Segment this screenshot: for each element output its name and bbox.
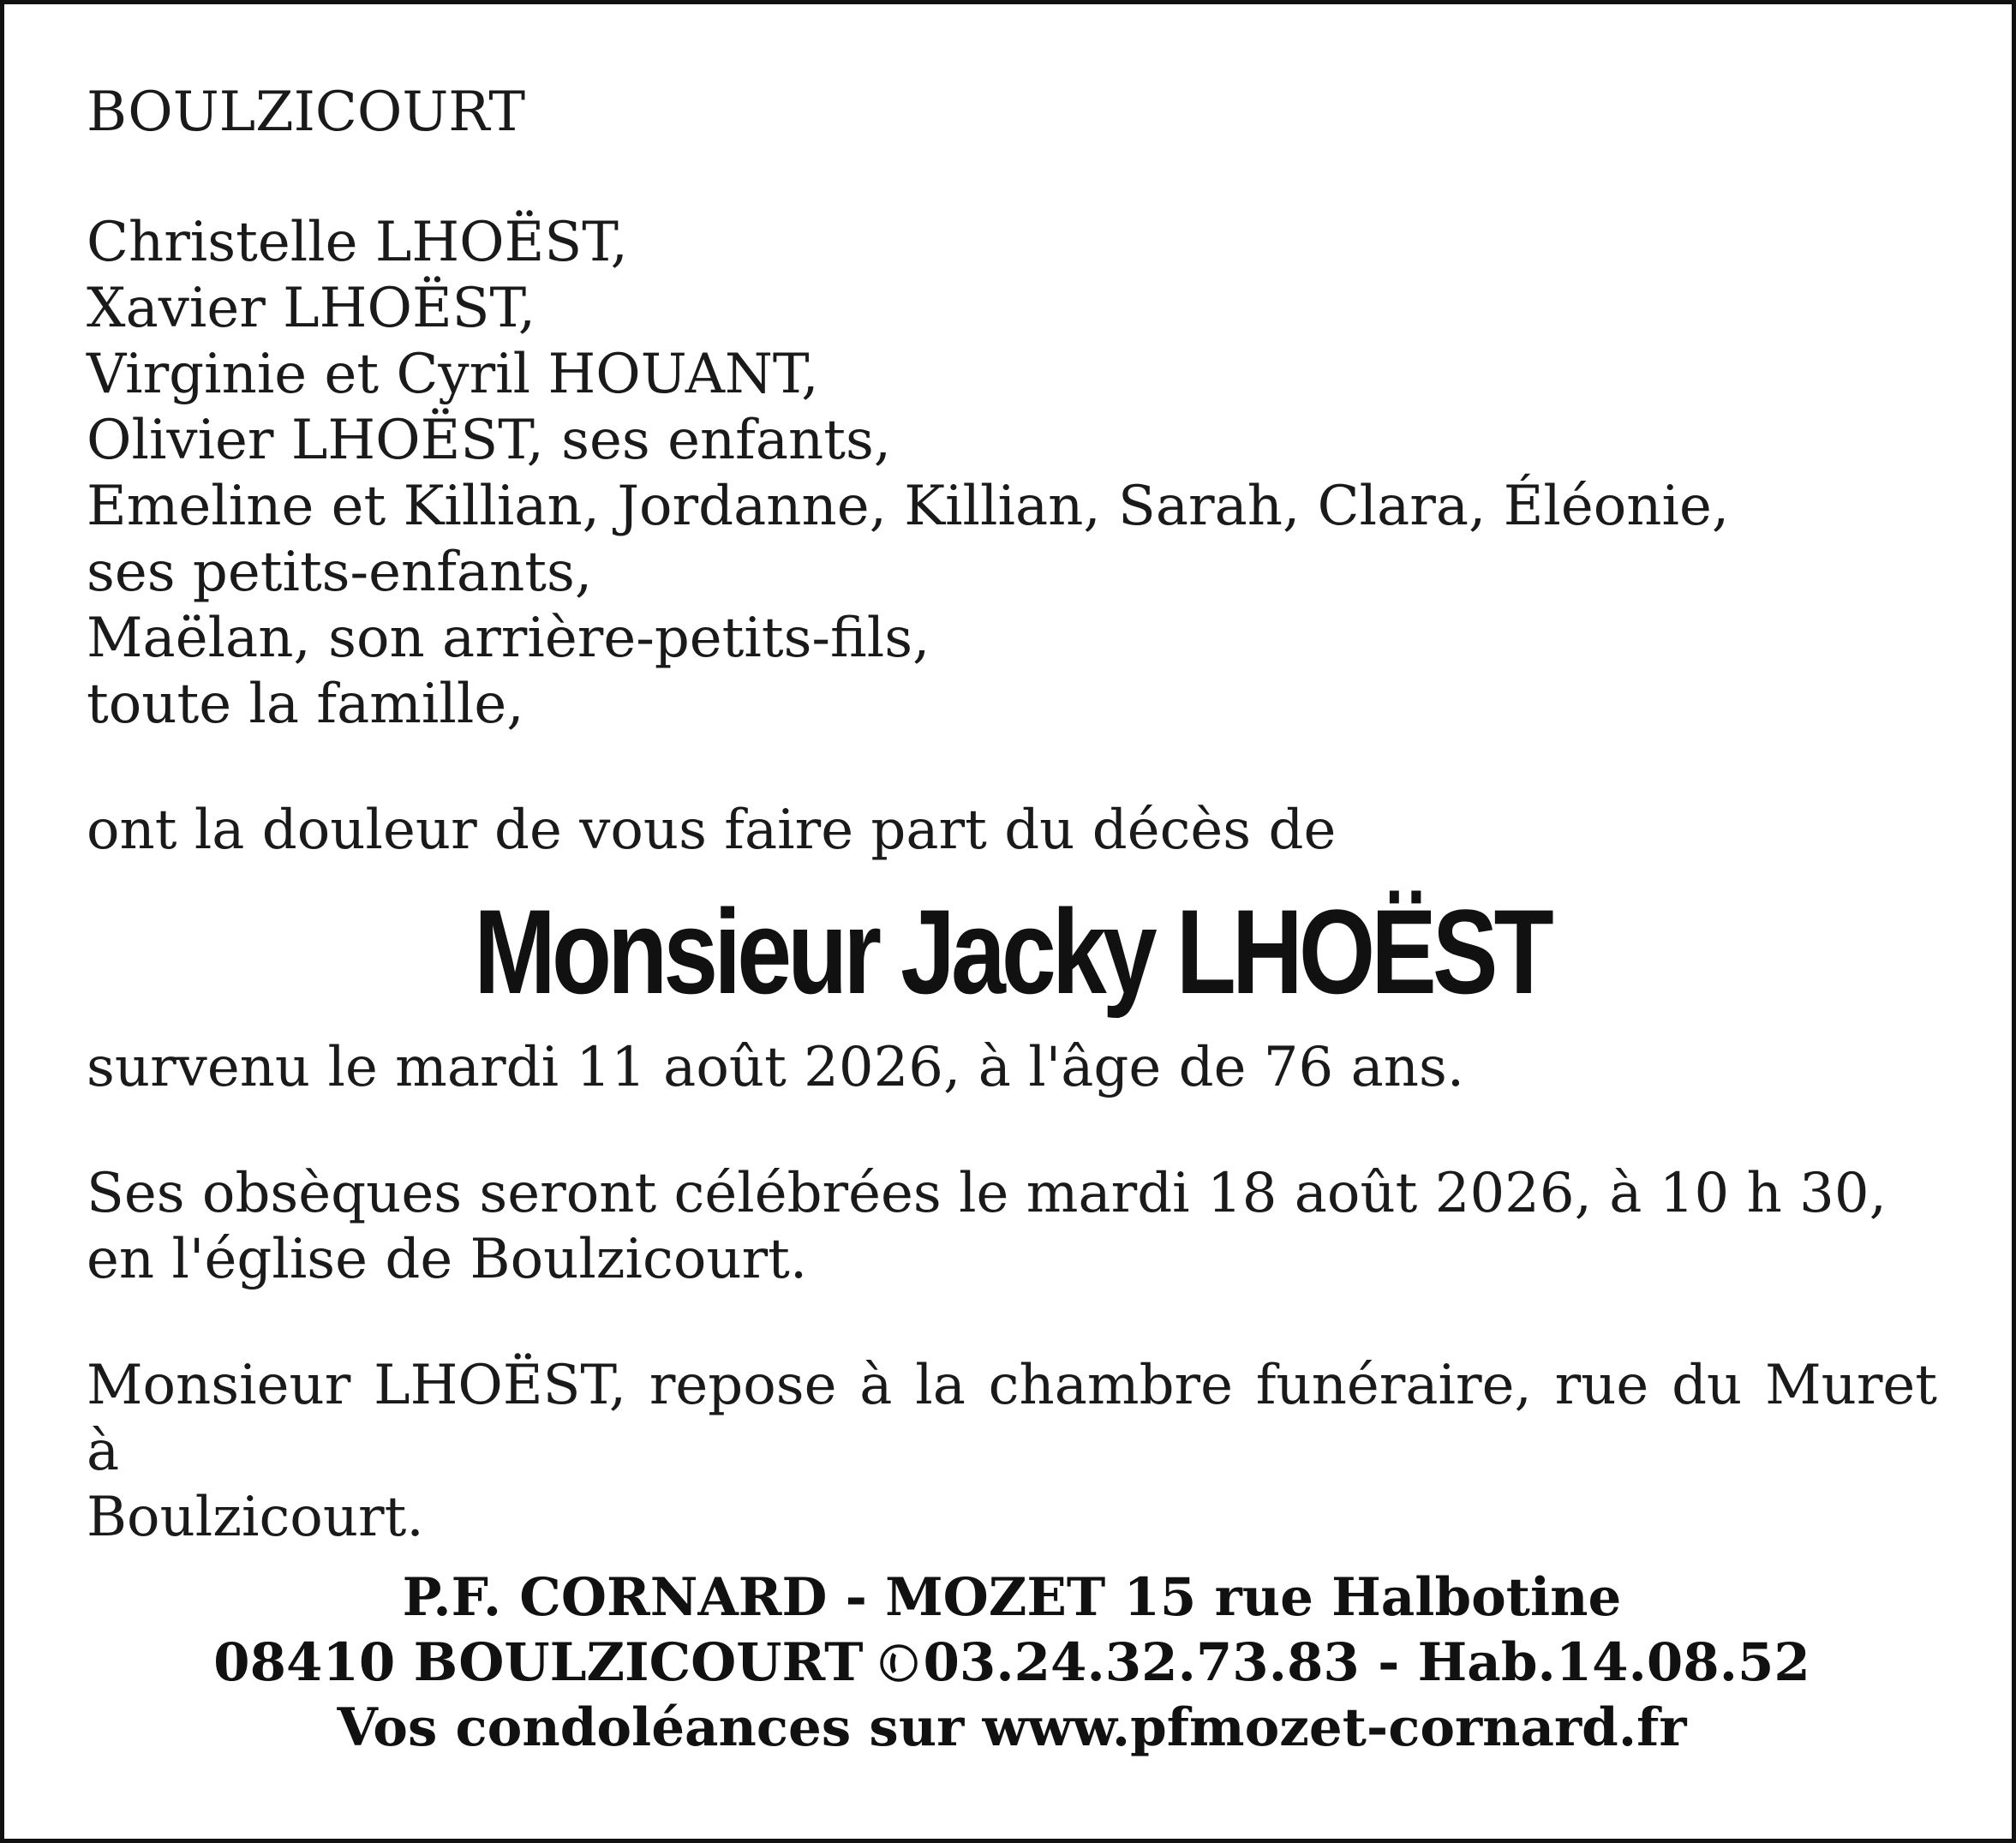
funeral-home-contact [87,1631,1937,1696]
family-line: toute la famille, [87,673,524,736]
funeral-home-phone: 03.24.32.73.83 - Hab.14.08.52 [923,1632,1810,1693]
family-line: Emeline et Killian, Jordanne, Killian, Sarah, Clara, Éléonie, [87,475,1730,538]
funeral-line: en l'église de Boulzicourt. [87,1228,808,1291]
repose-line: Monsieur LHOËST, repose à la chambre funéraire, rue du Muret à [87,1354,1937,1483]
condolences-website[interactable]: Vos condoléances sur www.pfmozet-cornard.fr [337,1697,1687,1758]
family-line: Olivier LHOËST, ses enfants, [87,409,892,472]
family-line: Christelle LHOËST, [87,211,628,274]
announcement-text: ont la douleur de vous faire part du décès de [87,799,1337,862]
family-line: ses petits-enfants, [87,541,593,604]
family-line: Virginie et Cyril HOUANT, [87,343,819,406]
family-line: Xavier LHOËST, [87,277,536,340]
funeral-home-footer [87,1565,1937,1761]
deceased-name: Monsieur Jacky LHOËST [474,884,1550,1019]
phone-icon [878,1643,919,1684]
town-heading: BOULZICOURT [87,81,525,144]
death-info: survenu le mardi 11 août 2026, à l'âge de 76 ans. [87,1036,1465,1099]
funeral-line: Ses obsèques seront célébrées le mardi 18 août 2026, à 10 h 30, [87,1162,1887,1225]
repose-line: Boulzicourt. [87,1486,424,1549]
funeral-home-name: P.F. CORNARD - MOZET 15 rue Halbotine [402,1567,1622,1628]
notice-body [87,80,1937,1551]
family-line: Maëlan, son arrière-petits-fils, [87,607,930,670]
funeral-home-address: 08410 BOULZICOURT [213,1632,864,1693]
